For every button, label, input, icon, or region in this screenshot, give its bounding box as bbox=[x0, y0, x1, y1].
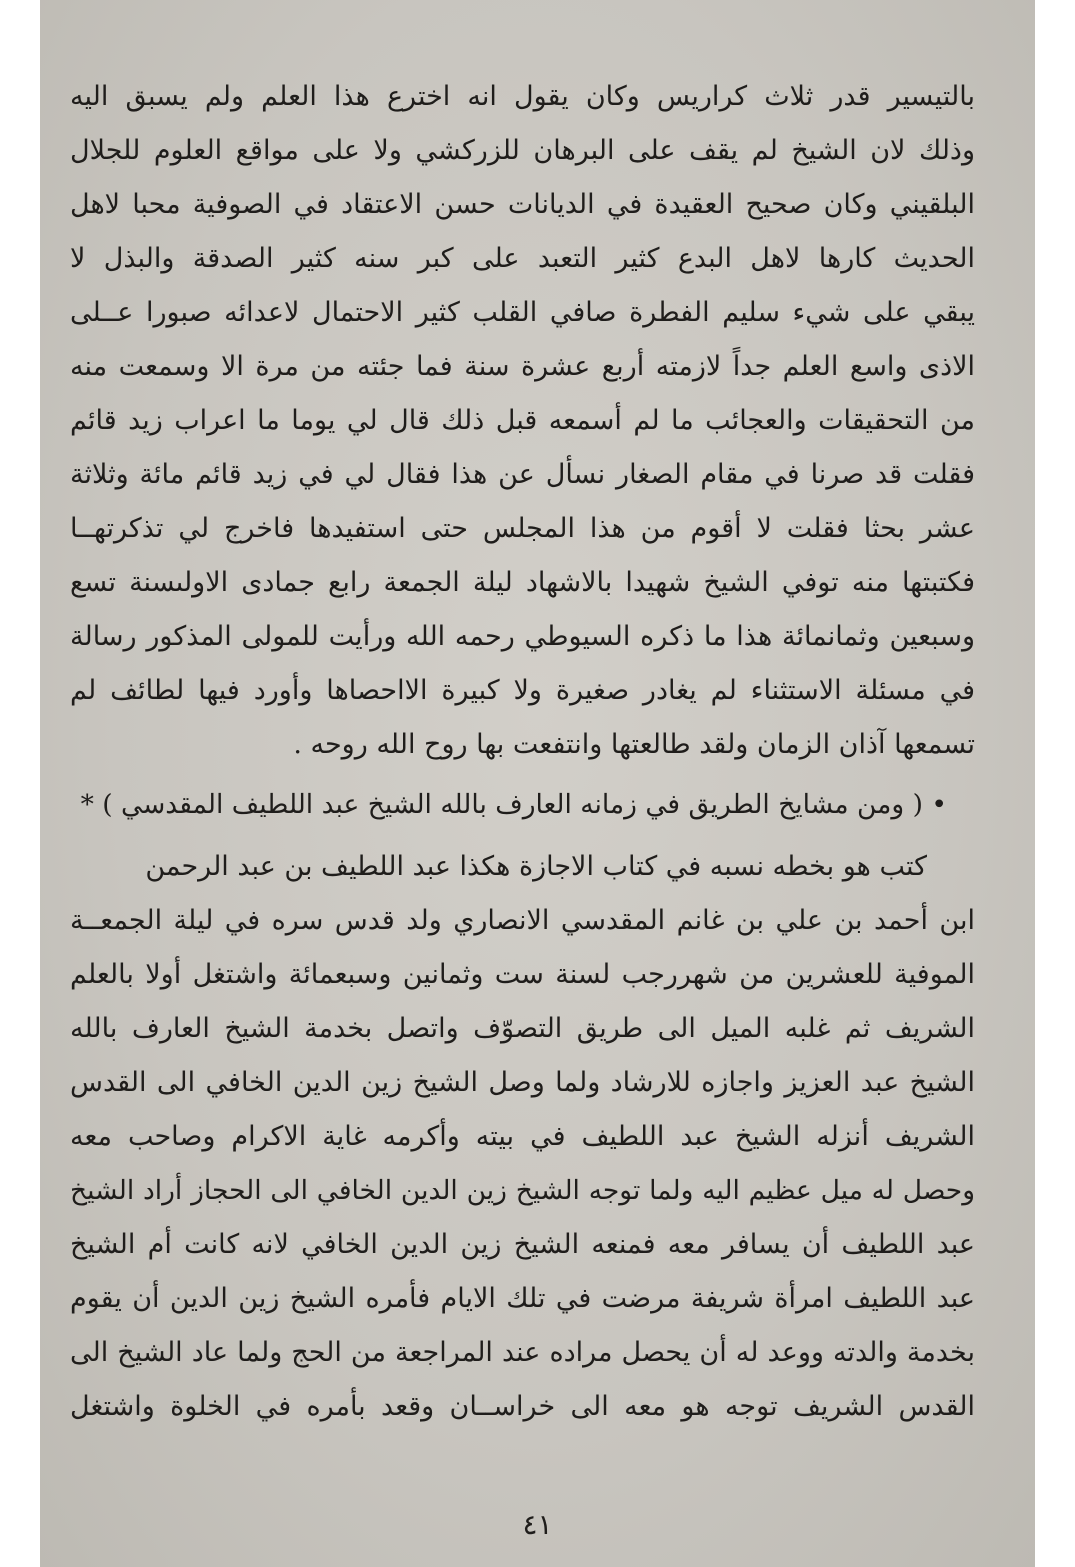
text-line: الشريف ثم غلبه الميل الى طريق التصوّف واتصل بخدمة الشيخ العارف بالله bbox=[70, 1013, 975, 1044]
text-line: تسمعها آذان الزمان ولقد طالعتها وانتفعت بها روح الله روحه . bbox=[293, 729, 975, 760]
text-line: الاذى واسع العلم جداً لازمته أربع عشرة سنة فما جئته من مرة الا وسمعت منه bbox=[70, 351, 975, 382]
text-line: وذلك لان الشيخ لم يقف على البرهان للزركشي ولا على مواقع العلوم للجلال bbox=[70, 135, 975, 166]
text-line: فكتبتها منه توفي الشيخ شهيدا بالاشهاد ليلة الجمعة رابع جمادى الاولىسنة تسع bbox=[70, 567, 975, 598]
text-line: يبقي على شيء سليم الفطرة صافي القلب كثير الاحتمال لاعدائه صبورا عــلى bbox=[70, 297, 975, 328]
text-line: عبد اللطيف امرأة شريفة مرضت في تلك الايام فأمره الشيخ زين الدين أن يقوم bbox=[70, 1283, 975, 1314]
text-line: في مسئلة الاستثناء لم يغادر صغيرة ولا كبيرة الااحصاها وأورد فيها لطائف لم bbox=[70, 675, 975, 706]
text-line: بخدمة والدته ووعد له أن يحصل مراده عند المراجعة من الحج ولما عاد الشيخ الى bbox=[70, 1337, 975, 1368]
book-page bbox=[40, 0, 1035, 1567]
text-line: الشيخ عبد العزيز واجازه للارشاد ولما وصل الشيخ زين الدين الخافي الى القدس bbox=[70, 1067, 975, 1098]
text-line: البلقيني وكان صحيح العقيدة في الديانات حسن الاعتقاد في الصوفية محبا لاهل bbox=[70, 189, 975, 220]
text-line: بالتيسير قدر ثلاث كراريس وكان يقول انه اخترع هذا العلم ولم يسبق اليه bbox=[70, 81, 975, 112]
text-line: الموفية للعشرين من شهررجب لسنة ست وثمانين وسبعمائة واشتغل أولا بالعلم bbox=[70, 959, 975, 990]
text-line: من التحقيقات والعجائب ما لم أسمعه قبل ذلك قال لي يوما ما اعراب زيد قائم bbox=[70, 405, 975, 436]
paragraph-1 bbox=[70, 70, 975, 772]
text-line: وسبعين وثمانمائة هذا ما ذكره السيوطي رحمه الله ورأيت للمولى المذكور رسالة bbox=[70, 621, 975, 652]
paragraph-2 bbox=[70, 840, 975, 1434]
text-line: ابن أحمد بن علي بن غانم المقدسي الانصاري ولد قدس سره في ليلة الجمعــة bbox=[70, 905, 975, 936]
page-text bbox=[70, 70, 975, 1434]
text-line: وحصل له ميل عظيم اليه ولما توجه الشيخ زين الدين الخافي الى الحجاز أراد الشيخ bbox=[70, 1175, 975, 1206]
page-number: ٤١ bbox=[522, 1508, 553, 1541]
text-line: فقلت قد صرنا في مقام الصغار نسأل عن هذا فقال لي في زيد قائم مائة وثلاثة bbox=[70, 459, 975, 490]
text-line: عبد اللطيف أن يسافر معه فمنعه الشيخ زين الدين الخافي لانه كانت أم الشيخ bbox=[70, 1229, 975, 1260]
text-line: القدس الشريف توجه هو معه الى خراســان وقعد بأمره في الخلوة واشتغل bbox=[70, 1391, 975, 1422]
section-heading: • ( ومن مشايخ الطريق في زمانه العارف بالله الشيخ عبد اللطيف المقدسي ) * bbox=[80, 789, 947, 820]
text-line: الشريف أنزله الشيخ عبد اللطيف في بيته وأكرمه غاية الاكرام وصاحب معه bbox=[70, 1121, 975, 1152]
text-line: كتب هو بخطه نسبه في كتاب الاجازة هكذا عبد اللطيف بن عبد الرحمن bbox=[145, 851, 927, 882]
text-line: عشر بحثا فقلت لا أقوم من هذا المجلس حتى استفيدها فاخرج لي تذكرتهــا bbox=[70, 513, 975, 544]
text-line: الحديث كارها لاهل البدع كثير التعبد على كبر سنه كثير الصدقة والبذل لا bbox=[70, 243, 975, 274]
